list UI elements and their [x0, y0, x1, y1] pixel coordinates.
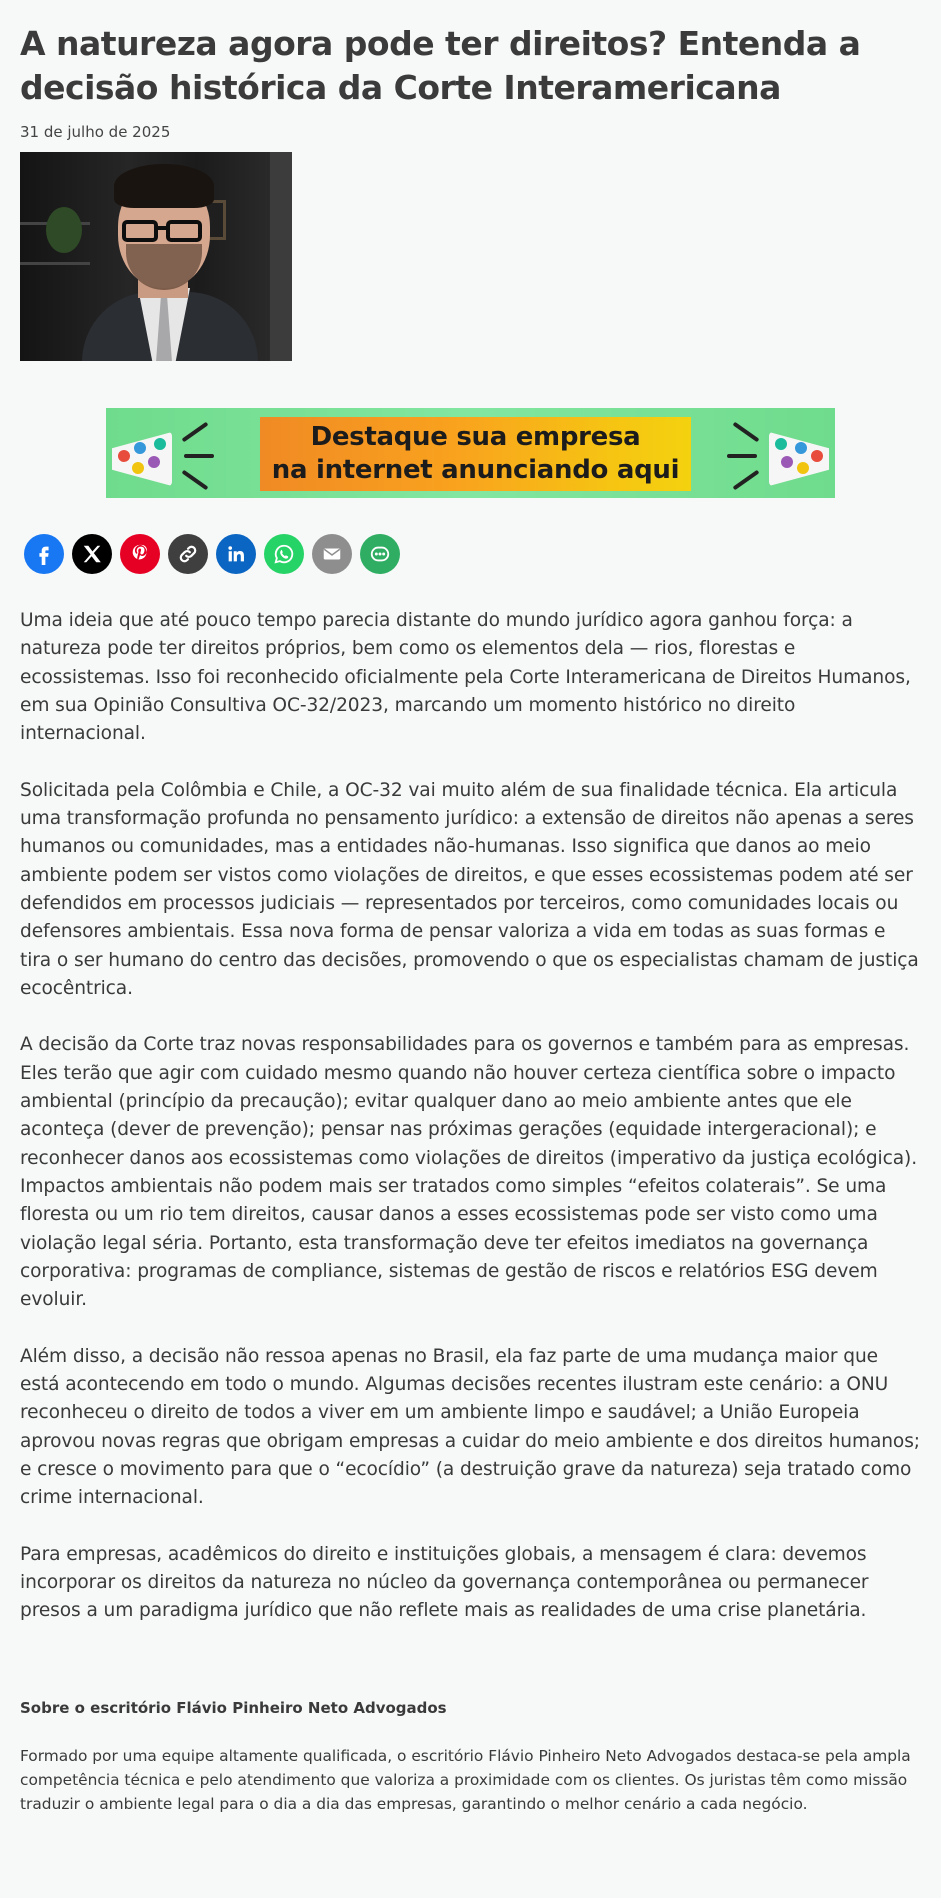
article-paragraph: Para empresas, acadêmicos do direito e instituições globais, a mensagem é clara: devemos incorporar os direitos da natureza no núcleo da governança contemporânea ou permanecer presos a um paradigma jurídico que não reflete mais as realidades de uma crise planetária.: [20, 1543, 869, 1622]
whatsapp-icon: [273, 543, 295, 565]
about-title: Sobre o escritório Flávio Pinheiro Neto Advogados: [20, 1698, 447, 1717]
ad-text-box: [260, 417, 691, 491]
share-x-button[interactable]: [72, 534, 112, 574]
about-text: Formado por uma equipe altamente qualificada, o escritório Flávio Pinheiro Neto Advogados destaca-se pela ampla competência técnica e pelo atendimento que valoriza a proximidade com os clientes. Os juristas têm como missão traduzir o ambiente legal para o dia a dia das empresas, garantindo o melhor cenário a cada negócio.: [20, 1746, 911, 1813]
megaphone-icon: [106, 416, 216, 492]
ad-line-2: na internet anunciando aqui: [271, 455, 680, 485]
pinterest-icon: [129, 543, 151, 565]
article-paragraph: A decisão da Corte traz novas responsabilidades para os governos e também para as empresas. Eles terão que agir com cuidado mesmo quando não houver certeza científica sobre o impacto ambiental (princípio da precaução); evitar qualquer dano ao meio ambiente antes que ele aconteça (dever de prevenção); pensar nas próximas gerações (equidade intergeracional); e reconhecer danos aos ecossistemas como violações de direitos (imperativo da justiça ecológica). Impactos ambientais não podem mais ser tratados como simples “efeitos colaterais”. Se uma floresta ou um rio tem direitos, causar danos a esses ecossistemas pode ser visto como uma violação legal séria. Portanto, esta transformação deve ter efeitos imediatos na governança corporativa: programas de compliance, sistemas de gestão de riscos e relatórios ESG devem evoluir.: [20, 1034, 918, 1311]
share-pinterest-button[interactable]: [120, 534, 160, 574]
share-linkedin-button[interactable]: [216, 534, 256, 574]
x-icon: [81, 543, 103, 565]
link-icon: [177, 543, 199, 565]
share-copy-link-button[interactable]: [168, 534, 208, 574]
article-body: [20, 607, 921, 1626]
envelope-icon: [321, 543, 343, 565]
facebook-icon: [33, 543, 55, 565]
megaphone-icon: [725, 416, 835, 492]
more-icon: [369, 543, 391, 565]
article-paragraph: Além disso, a decisão não ressoa apenas no Brasil, ela faz parte de uma mudança maior que está acontecendo em todo o mundo. Algumas decisões recentes ilustram este cenário: a ONU reconheceu o direito de todos a viver em um ambiente limpo e saudável; a União Europeia aprovou novas regras que obrigam empresas a cuidar do meio ambiente e dos direitos humanos; e cresce o movimento para que o “ecocídio” (a destruição grave da natureza) seja tratado como crime internacional.: [20, 1345, 920, 1509]
ad-line-1: Destaque sua empresa: [310, 422, 641, 452]
article-paragraph: Uma ideia que até pouco tempo parecia distante do mundo jurídico agora ganhou força: a natureza pode ter direitos próprios, bem como os elementos dela — rios, florestas e ecossistemas. Isso foi reconhecido oficialmente pela Corte Interamericana de Direitos Humanos, em sua Opinião Consultiva OC-32/2023, marcando um momento histórico no direito internacional.: [20, 610, 911, 745]
share-whatsapp-button[interactable]: [264, 534, 304, 574]
linkedin-icon: [225, 543, 247, 565]
ad-banner[interactable]: [106, 408, 835, 498]
share-facebook-button[interactable]: [24, 534, 64, 574]
article-title: A natureza agora pode ter direitos? Entenda a decisão histórica da Corte Interamericana: [20, 24, 861, 107]
share-more-button[interactable]: [360, 534, 400, 574]
article-date: 31 de julho de 2025: [20, 123, 171, 141]
share-bar: [20, 534, 921, 574]
author-photo: [20, 152, 292, 361]
share-email-button[interactable]: [312, 534, 352, 574]
article-paragraph: Solicitada pela Colômbia e Chile, a OC-32 vai muito além de sua finalidade técnica. Ela articula uma transformação profunda no pensamento jurídico: a extensão de direitos não apenas a seres humanos ou comunidades, mas a entidades não-humanas. Isso significa que danos ao meio ambiente podem ser vistos como violações de direitos, e que esses ecossistemas podem até ser defendidos em processos judiciais — representados por terceiros, como comunidades locais ou defensores ambientais. Essa nova forma de pensar valoriza a vida em todas as suas formas e tira o ser humano do centro das decisões, promovendo o que os especialistas chamam de justiça ecocêntrica.: [20, 779, 919, 999]
